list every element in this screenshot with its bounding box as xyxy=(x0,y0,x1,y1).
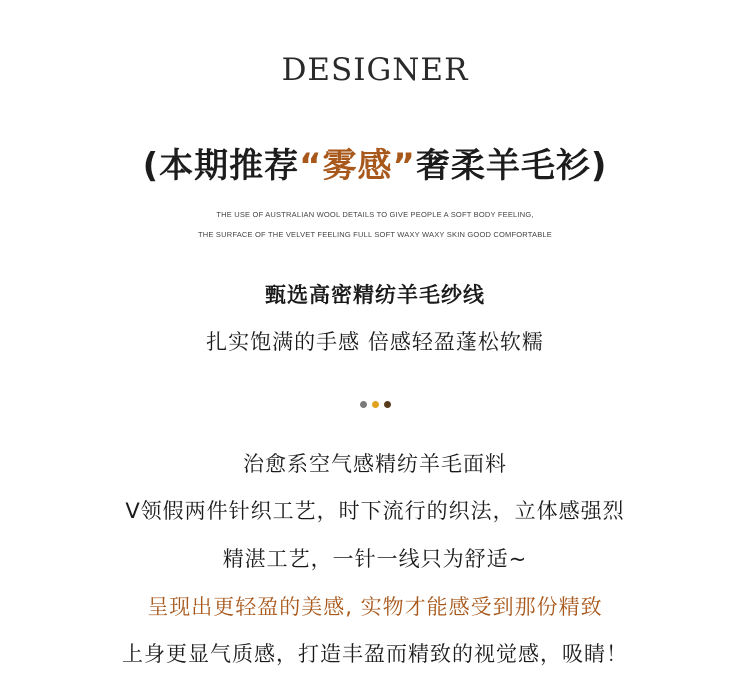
body-line-highlight: 呈现出更轻盈的美感, 实物才能感受到那份精致 xyxy=(147,595,603,619)
english-caption-line-1: THE USE OF AUSTRALIAN WOOL DETAILS TO GIVE PEOPLE A SOFT BODY FEELING, xyxy=(216,210,534,219)
body-line-3: 精湛工艺，一针一线只为舒适~ xyxy=(222,547,528,571)
headline-suffix: 奢柔羊毛衫) xyxy=(415,146,608,186)
headline xyxy=(0,138,750,187)
divider-dot-brown xyxy=(384,401,391,408)
body-line-5: 上身更显气质感，打造丰盈而精致的视觉感，吸睛！ xyxy=(122,642,628,666)
intro-line-2: 扎实饱满的手感 倍感轻盈蓬松软糯 xyxy=(206,330,544,354)
body-line-2: V领假两件针织工艺，时下流行的织法，立体感强烈 xyxy=(125,499,625,523)
brand-title: DESIGNER xyxy=(281,52,469,88)
body-line-1: 治愈系空气感精纺羊毛面料 xyxy=(243,452,507,476)
dot-divider xyxy=(0,401,750,408)
intro-line-1: 甄选高密精纺羊毛纱线 xyxy=(265,283,485,307)
headline-accent: “雾感” xyxy=(299,146,416,186)
divider-dot-grey xyxy=(360,401,367,408)
english-caption-line-2: THE SURFACE OF THE VELVET FEELING FULL SOFT WAXY WAXY SKIN GOOD COMFORTABLE xyxy=(198,230,552,239)
headline-prefix: (本期推荐 xyxy=(142,146,300,186)
divider-dot-gold xyxy=(372,401,379,408)
